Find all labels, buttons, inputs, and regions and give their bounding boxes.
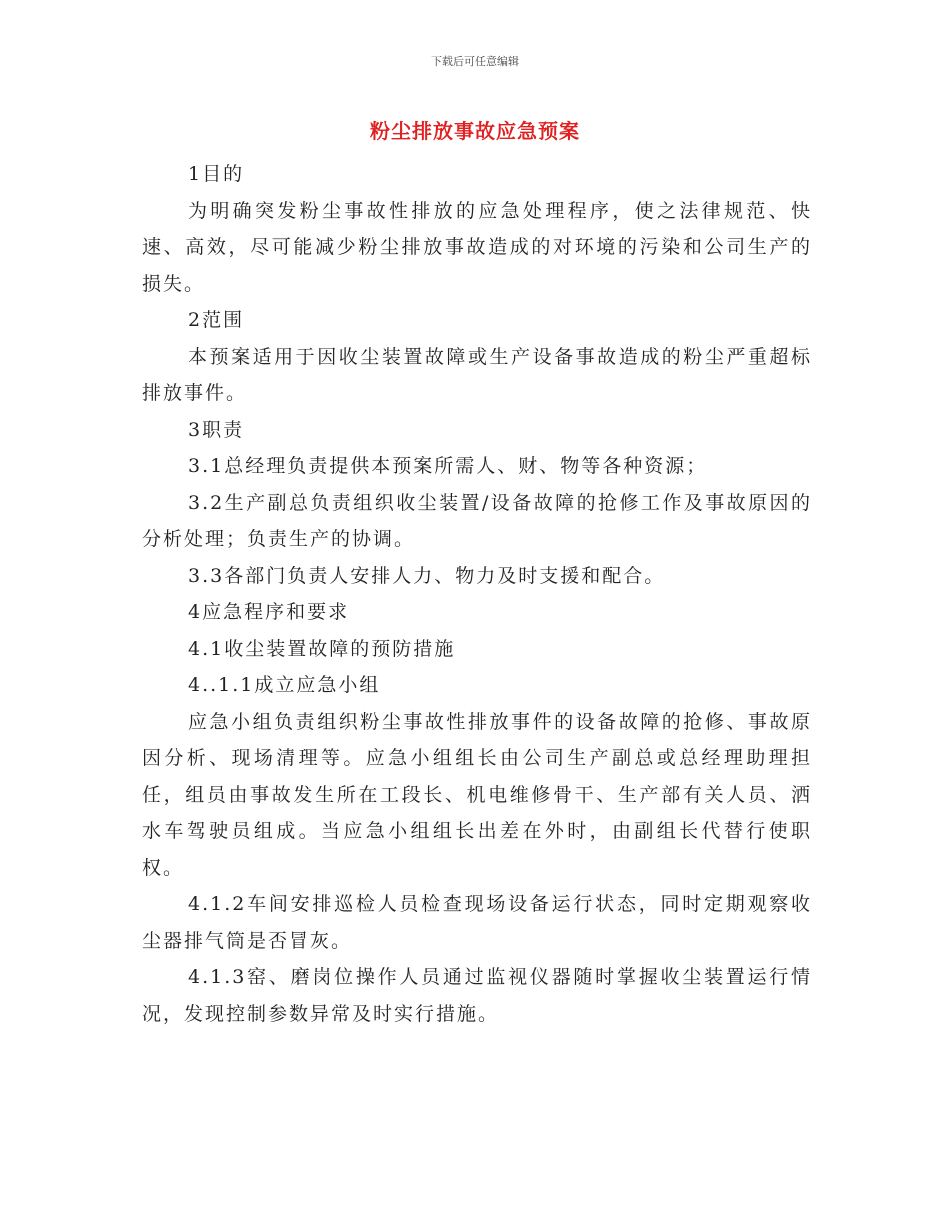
subsection-heading-4-1-1: 4..1.1成立应急小组: [188, 674, 381, 696]
paragraph-emergency-team: 应急小组负责组织粉尘事故性排放事件的设备故障的抢修、事故原因分析、现场清理等。应急小组组长由公司生产副总或总经理助理担任，组员由事故发生所在工段长、机电维修骨干、生产部有关人员、洒水车驾驶员组成。当应急小组组长出差在外时，由副组长代替行使职权。: [142, 710, 812, 879]
paragraph-3-1: 3.1总经理负责提供本预案所需人、财、物等各种资源；: [188, 455, 708, 477]
paragraph-3-3: 3.3各部门负责人安排人力、物力及时支援和配合。: [188, 564, 666, 587]
document-body: [142, 156, 812, 1032]
subsection-heading-4-1: 4.1收尘装置故障的预防措施: [188, 637, 456, 660]
paragraph-3-2: 3.2生产副总负责组织收尘装置/设备故障的抢修工作及事故原因的分析处理；负责生产的协调。: [142, 491, 812, 550]
paragraph-4-1-2: 4.1.2车间安排巡检人员检查现场设备运行状态，同时定期观察收尘器排气筒是否冒灰。: [142, 893, 812, 952]
section-heading-responsibilities: 3职责: [188, 418, 245, 441]
document-title: 粉尘排放事故应急预案: [370, 119, 580, 143]
paragraph-scope: 本预案适用于因收尘装置故障或生产设备事故造成的粉尘严重超标排放事件。: [142, 345, 812, 404]
paragraph-purpose: 为明确突发粉尘事故性排放的应急处理程序，使之法律规范、快速、高效，尽可能减少粉尘排放事故造成的对环境的污染和公司生产的损失。: [142, 199, 812, 295]
section-heading-purpose: 1目的: [188, 163, 245, 185]
section-heading-procedure: 4应急程序和要求: [188, 601, 350, 623]
paragraph-4-1-3: 4.1.3窑、磨岗位操作人员通过监视仪器随时掌握收尘装置运行情况，发现控制参数异常及时实行措施。: [142, 966, 812, 1025]
section-heading-scope: 2范围: [188, 309, 245, 331]
header-note: 下载后可任意编辑: [431, 55, 519, 68]
